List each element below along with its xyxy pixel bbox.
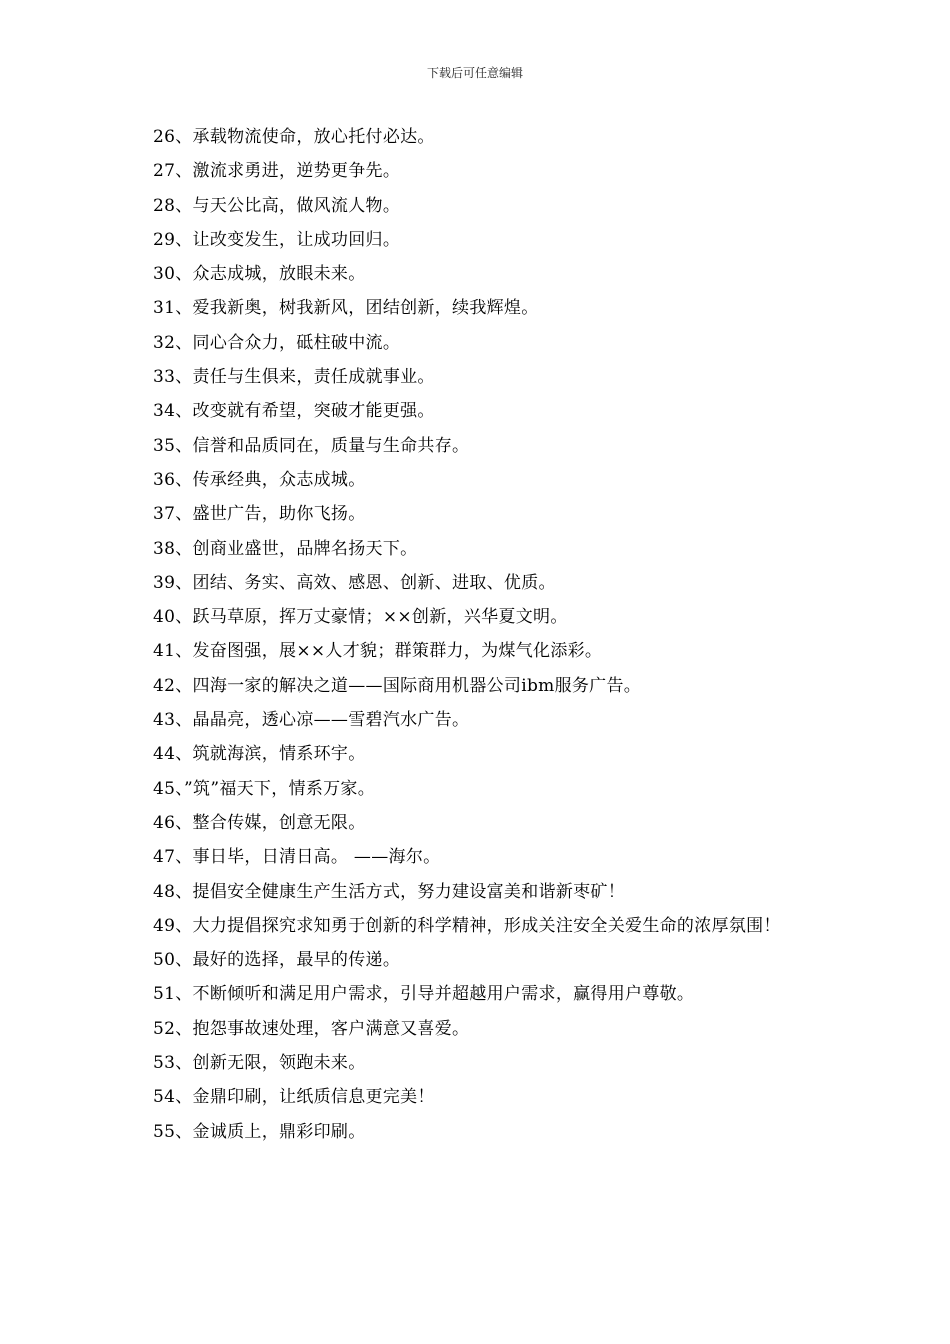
list-item [145, 257, 810, 291]
list-item-wrapped: 49、大力提倡探究求知勇于创新的科学精神，形成关注安全关爱生命的浓厚氛围！ [153, 915, 781, 936]
list-item [145, 154, 810, 188]
list-item-text: 44、筑就海滨，情系环宇。 [153, 744, 366, 765]
list-item-text: 37、盛世广告，助你飞扬。 [153, 504, 366, 525]
page-header: 下载后可任意编辑 [426, 66, 523, 80]
list-item-text: 46、整合传媒，创意无限。 [153, 812, 366, 833]
list-item-text: 39、团结、务实、高效、感恩、创新、进取、优质。 [153, 572, 556, 593]
list-item [145, 943, 810, 977]
list-item-text: 27、激流求勇进，逆势更争先。 [153, 161, 401, 182]
list-item [145, 566, 810, 600]
list-item-text: 31、爱我新奥，树我新风，团结创新，续我辉煌。 [153, 298, 539, 319]
list-item [145, 840, 810, 874]
list-item [145, 977, 810, 1011]
list-item [145, 189, 810, 223]
list-item-text: 36、传承经典，众志成城。 [153, 469, 366, 490]
list-item-text: 52、抱怨事故速处理，客户满意又喜爱。 [153, 1018, 470, 1039]
list-item-text: 45、”筑”福天下，情系万家。 [153, 778, 376, 799]
list-item-text: 34、改变就有希望，突破才能更强。 [153, 401, 435, 422]
list-item-text: 33、责任与生俱来，责任成就事业。 [153, 367, 435, 388]
list-item-text: 26、承载物流使命，放心托付必达。 [153, 127, 435, 147]
list-item-text: 54、金鼎印刷，让纸质信息更完美！ [153, 1087, 435, 1108]
list-item [145, 1115, 810, 1149]
list-item-text: 48、提倡安全健康生产生活方式，努力建设富美和谐新枣矿！ [153, 881, 626, 902]
list-item [145, 600, 810, 634]
list-item-text: 38、创商业盛世，品牌名扬天下。 [153, 538, 418, 559]
list-item-text: 30、众志成城，放眼未来。 [153, 264, 366, 285]
list-item-text: 35、信誉和品质同在，质量与生命共存。 [153, 435, 470, 456]
list-item [145, 120, 810, 154]
list-item [145, 291, 810, 325]
list-item [145, 532, 810, 566]
document-body [145, 120, 810, 1149]
list-item [145, 634, 810, 668]
list-item [145, 806, 810, 840]
list-item-text: 40、跃马草原，挥万丈豪情；××创新，兴华夏文明。 [153, 607, 568, 628]
list-item-text: 53、创新无限，领跑未来。 [153, 1053, 366, 1074]
list-item-text: 55、金诚质上，鼎彩印刷。 [153, 1121, 366, 1142]
list-item [145, 223, 810, 257]
list-item [145, 669, 810, 703]
list-item [145, 875, 810, 909]
list-item-text: 32、同心合众力，砥柱破中流。 [153, 332, 401, 353]
list-item [145, 463, 810, 497]
list-item [145, 429, 810, 463]
list-item-text: 51、不断倾听和满足用户需求，引导并超越用户需求，赢得用户尊敬。 [153, 984, 695, 1005]
list-item [145, 394, 810, 428]
list-item [145, 1046, 810, 1080]
list-item [145, 326, 810, 360]
list-item-text: 50、最好的选择，最早的传递。 [153, 950, 401, 971]
list-item-text: 41、发奋图强，展××人才貌；群策群力，为煤气化添彩。 [153, 641, 603, 662]
list-item [145, 1080, 810, 1114]
list-item [145, 497, 810, 531]
list-item [145, 703, 810, 737]
list-item-text: 42、四海一家的解决之道——国际商用机器公司ibm服务广告。 [153, 675, 642, 696]
list-item-text: 43、晶晶亮，透心凉——雪碧汽水广告。 [153, 710, 470, 731]
list-item [145, 360, 810, 394]
list-item [145, 737, 810, 771]
list-item [145, 1012, 810, 1046]
list-item-text: 28、与天公比高，做风流人物。 [153, 195, 401, 216]
list-item-text: 29、让改变发生，让成功回归。 [153, 229, 401, 250]
list-item-text: 47、事日毕，日清日高。 ——海尔。 [153, 847, 441, 868]
list-item [145, 772, 810, 806]
